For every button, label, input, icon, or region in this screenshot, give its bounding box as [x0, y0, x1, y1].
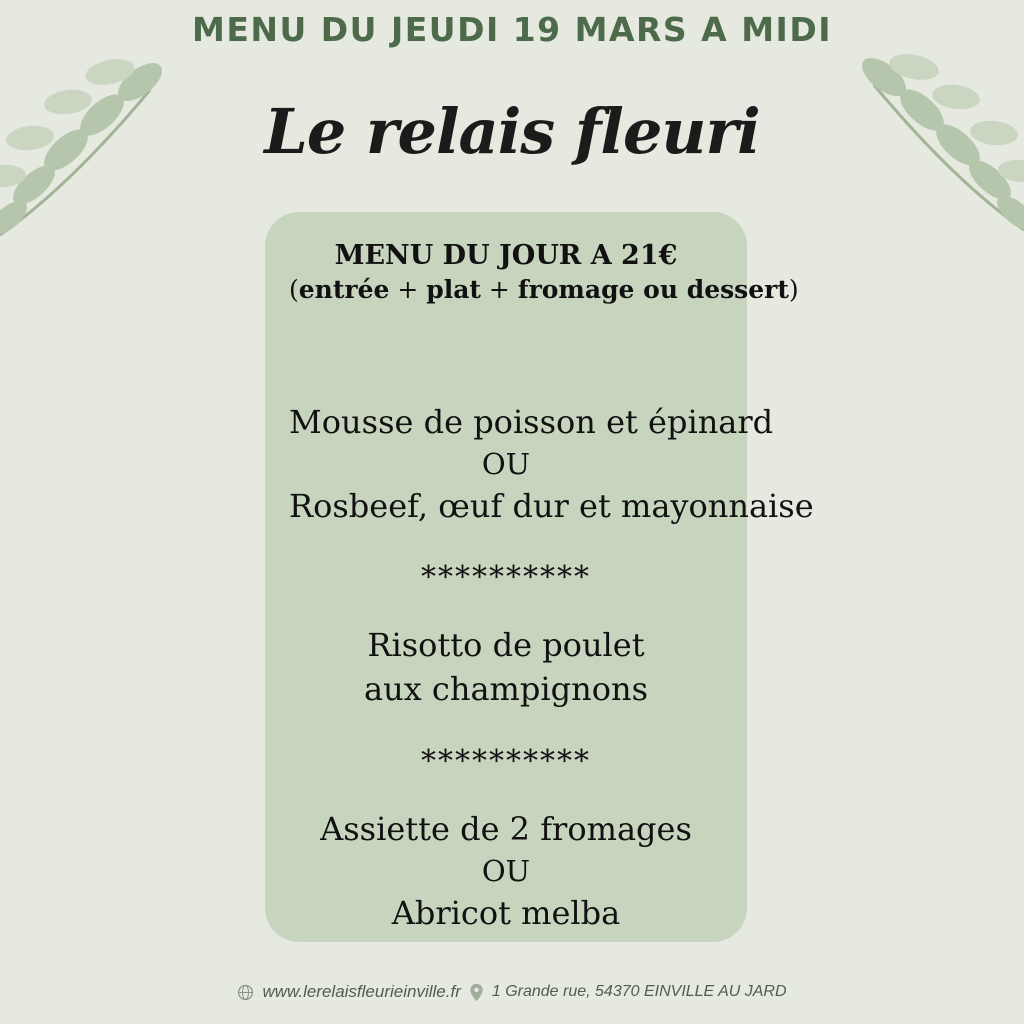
subtitle-plat: plat — [426, 275, 481, 304]
course-item: aux champignons — [364, 670, 648, 709]
menu-price-title: MENU DU JOUR A 21€ — [334, 240, 678, 271]
course-item: Rosbeef, œuf dur et mayonnaise — [289, 487, 814, 526]
course-separator-ou: OU — [481, 853, 531, 888]
menu-card — [265, 212, 814, 942]
subtitle-plus-2: + — [480, 275, 518, 304]
subtitle-plus-1: + — [389, 275, 427, 304]
restaurant-name: Le relais fleuri — [264, 95, 760, 168]
address-text: 1 Grande rue, 54370 EINVILLE AU JARD — [491, 983, 787, 1000]
subtitle-open-paren: ( — [289, 275, 299, 304]
course-section-fromage-dessert — [289, 807, 723, 935]
course-item: Risotto de poulet — [367, 626, 645, 665]
course-item: Mousse de poisson et épinard — [289, 403, 774, 441]
subtitle-fromage-dessert: fromage ou dessert — [517, 275, 789, 304]
course-item: Abricot melba — [391, 893, 621, 932]
menu-date-heading: MENU DU JEUDI 19 MARS A MIDI — [191, 10, 832, 49]
subtitle-close-paren: ) — [788, 275, 799, 304]
course-section-entree — [289, 400, 814, 528]
footer — [0, 982, 1024, 1002]
course-separator-ou: OU — [481, 447, 531, 482]
section-divider: ********** — [421, 743, 591, 779]
courses-list — [289, 400, 814, 935]
course-section-plat — [289, 623, 723, 711]
course-item: Assiette de 2 fromages — [320, 809, 692, 848]
globe-icon — [237, 984, 254, 1001]
website-url[interactable]: www.lerelaisfleurieinville.fr — [262, 982, 461, 1001]
map-pin-icon — [469, 983, 484, 1002]
menu-composition-subtitle — [289, 275, 799, 304]
section-divider: ********** — [421, 560, 591, 596]
subtitle-entree: entrée — [298, 275, 390, 304]
